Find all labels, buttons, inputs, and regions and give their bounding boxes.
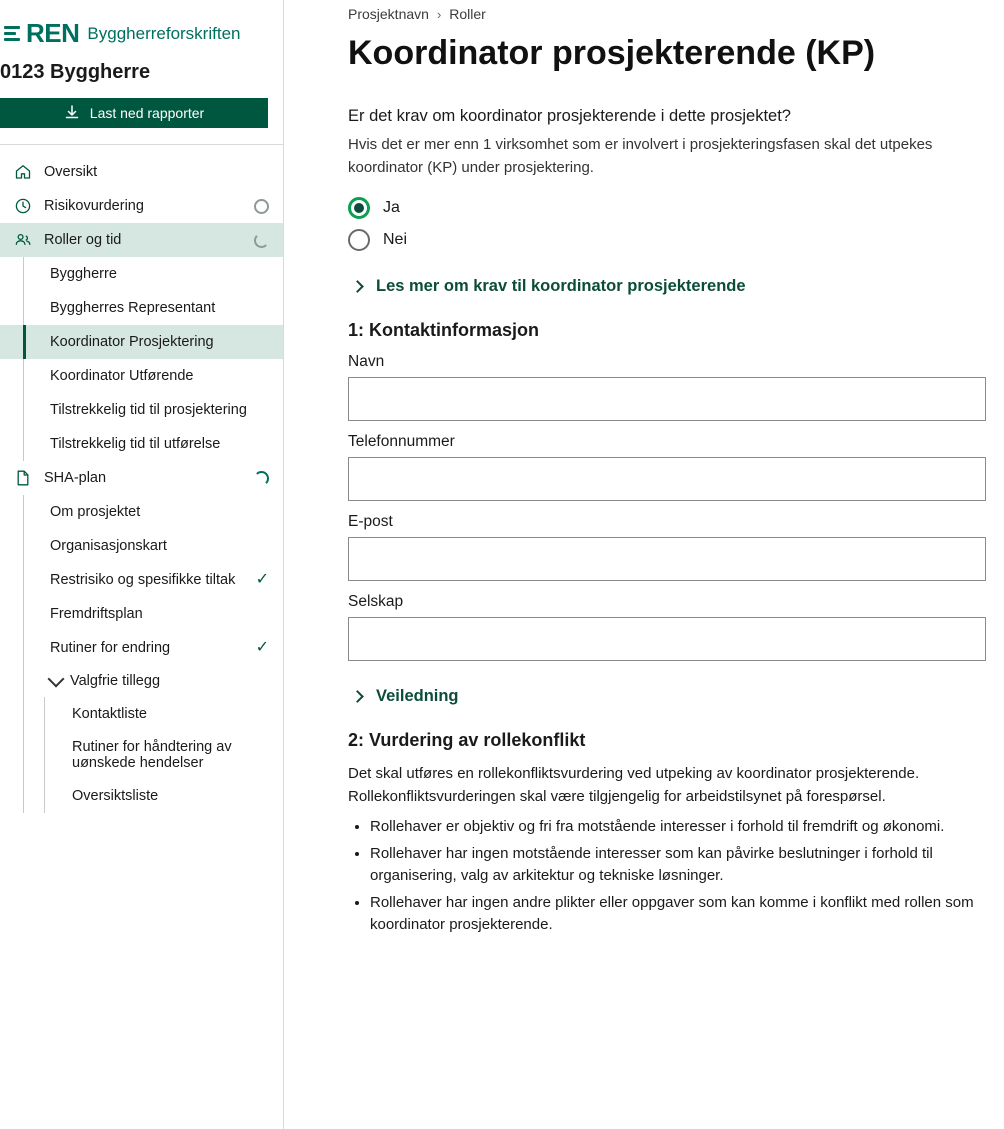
chevron-right-icon — [351, 280, 364, 293]
field-selskap-label: Selskap — [348, 593, 404, 610]
sidebar-group-valgfrie-tillegg[interactable] — [0, 665, 283, 697]
field-navn — [348, 353, 988, 421]
sidebar-subitem-label: Om prosjektet — [50, 504, 141, 520]
epost-input[interactable] — [348, 537, 986, 581]
sidebar-group-label: Valgfrie tillegg — [70, 673, 161, 689]
sidebar-item-rutiner-uonskede-hendelser[interactable] — [0, 731, 283, 779]
sidebar-subitem-label: Koordinator Prosjektering — [50, 334, 214, 350]
sidebar-item-oversiktsliste[interactable] — [0, 779, 283, 813]
logo-bars-icon — [4, 26, 20, 41]
roller-subnav — [0, 257, 283, 461]
sidebar-item-koordinator-utforende[interactable] — [0, 359, 283, 393]
sidebar-item-roller-og-tid[interactable] — [0, 223, 283, 257]
brand-title: Byggherreforskriften — [87, 23, 241, 43]
sidebar-item-sha-plan[interactable] — [0, 461, 283, 495]
brand[interactable] — [0, 0, 283, 55]
chevron-down-icon — [48, 671, 65, 688]
sidebar — [0, 0, 284, 1129]
navn-input[interactable] — [348, 377, 986, 421]
sidebar-item-restrisiko[interactable] — [0, 563, 283, 597]
breadcrumb-separator-icon: › — [436, 6, 442, 22]
field-epost — [348, 513, 988, 581]
sidebar-item-tilstrekkelig-tid-utforelse[interactable] — [0, 427, 283, 461]
section-heading-rollekonflikt: 2: Vurdering av rollekonflikt — [348, 730, 586, 750]
download-icon — [64, 105, 80, 121]
sidebar-subitem-label: Restrisiko og spesifikke tiltak — [50, 572, 236, 588]
ren-logo — [4, 18, 79, 49]
sidebar-subitem-label: Byggherre — [50, 266, 117, 282]
breadcrumb-item-project[interactable]: Prosjektnavn — [348, 6, 429, 22]
field-telefonnummer — [348, 433, 988, 501]
check-icon: ✓ — [255, 571, 269, 588]
selskap-input[interactable] — [348, 617, 986, 661]
document-icon — [14, 469, 32, 487]
expander-les-mer[interactable] — [348, 277, 988, 296]
sidebar-subitem-label: Oversiktsliste — [72, 788, 159, 804]
sidebar-subitem-label: Kontaktliste — [72, 706, 147, 722]
sidebar-item-oversikt[interactable] — [0, 155, 283, 189]
sidebar-item-risikovurdering[interactable] — [0, 189, 283, 223]
sidebar-item-byggherres-representant[interactable] — [0, 291, 283, 325]
status-indicator-inprogress — [254, 471, 269, 486]
sidebar-item-label: Oversikt — [44, 164, 98, 180]
sidebar-subitem-label: Rutiner for håndtering av uønskede hendelser — [72, 739, 232, 771]
sidebar-item-om-prosjektet[interactable] — [0, 495, 283, 529]
home-icon — [14, 163, 32, 181]
field-telefonnummer-label: Telefonnummer — [348, 433, 455, 450]
sidebar-subitem-label: Organisasjonskart — [50, 538, 167, 554]
download-reports-label: Last ned rapporter — [89, 105, 205, 121]
breadcrumb-item-roller[interactable]: Roller — [449, 6, 486, 22]
field-selskap — [348, 593, 988, 661]
list-item: • Rollehaver har ingen andre plikter eller oppgaver som kan komme i konflikt med rollen som koordinator prosjekterende. — [370, 892, 988, 937]
radio-nei-control[interactable] — [348, 229, 370, 251]
sidebar-subitem-label: Byggherres Representant — [50, 300, 216, 316]
main-content — [284, 0, 1004, 1129]
sidebar-item-label: Risikovurdering — [44, 198, 144, 214]
valgfrie-subnav — [0, 697, 283, 813]
radio-nei-label: Nei — [383, 231, 408, 248]
chevron-right-icon — [351, 690, 364, 703]
question-helptext: Hvis det er mer enn 1 virksomhet som er involvert i prosjekteringsfasen skal det utpekes koordinator (KP) under prosjektering. — [348, 136, 933, 176]
sidebar-subitem-label: Tilstrekkelig tid til prosjektering — [50, 402, 247, 418]
sidebar-item-fremdriftsplan[interactable] — [0, 597, 283, 631]
sidebar-item-kontaktliste[interactable] — [0, 697, 283, 731]
status-indicator-partial — [254, 233, 269, 248]
download-reports-button[interactable] — [0, 98, 268, 128]
expander-veiledning-label: Veiledning — [376, 687, 459, 705]
check-icon: ✓ — [255, 639, 269, 656]
rollekonflikt-paragraph: Det skal utføres en rollekonfliktsvurdering ved utpeking av koordinator prosjekterende. Rollekonfliktsvurderingen skal være tilgjengelig for arbeidstilsynet på forespørsel. — [348, 765, 920, 805]
sidebar-subitem-label: Tilstrekkelig tid til utførelse — [50, 436, 221, 452]
users-icon — [14, 231, 32, 249]
list-item: • Rollehaver er objektiv og fri fra motstående interesser i forhold til fremdrift og økonomi. — [370, 816, 988, 839]
radio-ja-label: Ja — [383, 199, 400, 216]
section-heading-kontaktinformasjon: 1: Kontaktinformasjon — [348, 320, 540, 340]
sidebar-item-tilstrekkelig-tid-prosjektering[interactable] — [0, 393, 283, 427]
sidebar-subitem-label: Koordinator Utførende — [50, 368, 194, 384]
sidebar-item-rutiner-for-endring[interactable] — [0, 631, 283, 665]
sidebar-nav — [0, 145, 283, 813]
telefonnummer-input[interactable] — [348, 457, 986, 501]
sidebar-item-label: Roller og tid — [44, 232, 122, 248]
sidebar-item-koordinator-prosjektering[interactable] — [0, 325, 283, 359]
clock-icon — [14, 197, 32, 215]
field-epost-label: E-post — [348, 513, 393, 530]
sidebar-item-organisasjonskart[interactable] — [0, 529, 283, 563]
sha-subnav — [0, 495, 283, 813]
project-name: 0123 Byggherre — [0, 61, 151, 83]
radio-ja-control[interactable] — [348, 197, 370, 219]
sidebar-item-byggherre[interactable] — [0, 257, 283, 291]
sidebar-item-label: SHA-plan — [44, 470, 107, 486]
rollekonflikt-bullet-list — [348, 816, 988, 937]
sidebar-subitem-label: Fremdriftsplan — [50, 606, 143, 622]
logo-text: REN — [26, 18, 80, 48]
sidebar-subitem-label: Rutiner for endring — [50, 640, 171, 656]
expander-veiledning[interactable] — [348, 687, 988, 706]
status-indicator-empty — [254, 199, 269, 214]
list-item: • Rollehaver har ingen motstående interesser som kan påvirke beslutninger i forhold til organisering, valg av arkitektur og tekniske løsninger. — [370, 843, 988, 888]
expander-les-mer-label: Les mer om krav til koordinator prosjekterende — [376, 277, 746, 295]
radio-option-nei[interactable] — [348, 229, 988, 251]
radio-option-ja[interactable] — [348, 197, 988, 219]
field-navn-label: Navn — [348, 353, 385, 370]
question-text: Er det krav om koordinator prosjekterende i dette prosjektet? — [348, 107, 791, 125]
page-title: Koordinator prosjekterende (KP) — [348, 34, 876, 72]
breadcrumb — [348, 6, 988, 24]
